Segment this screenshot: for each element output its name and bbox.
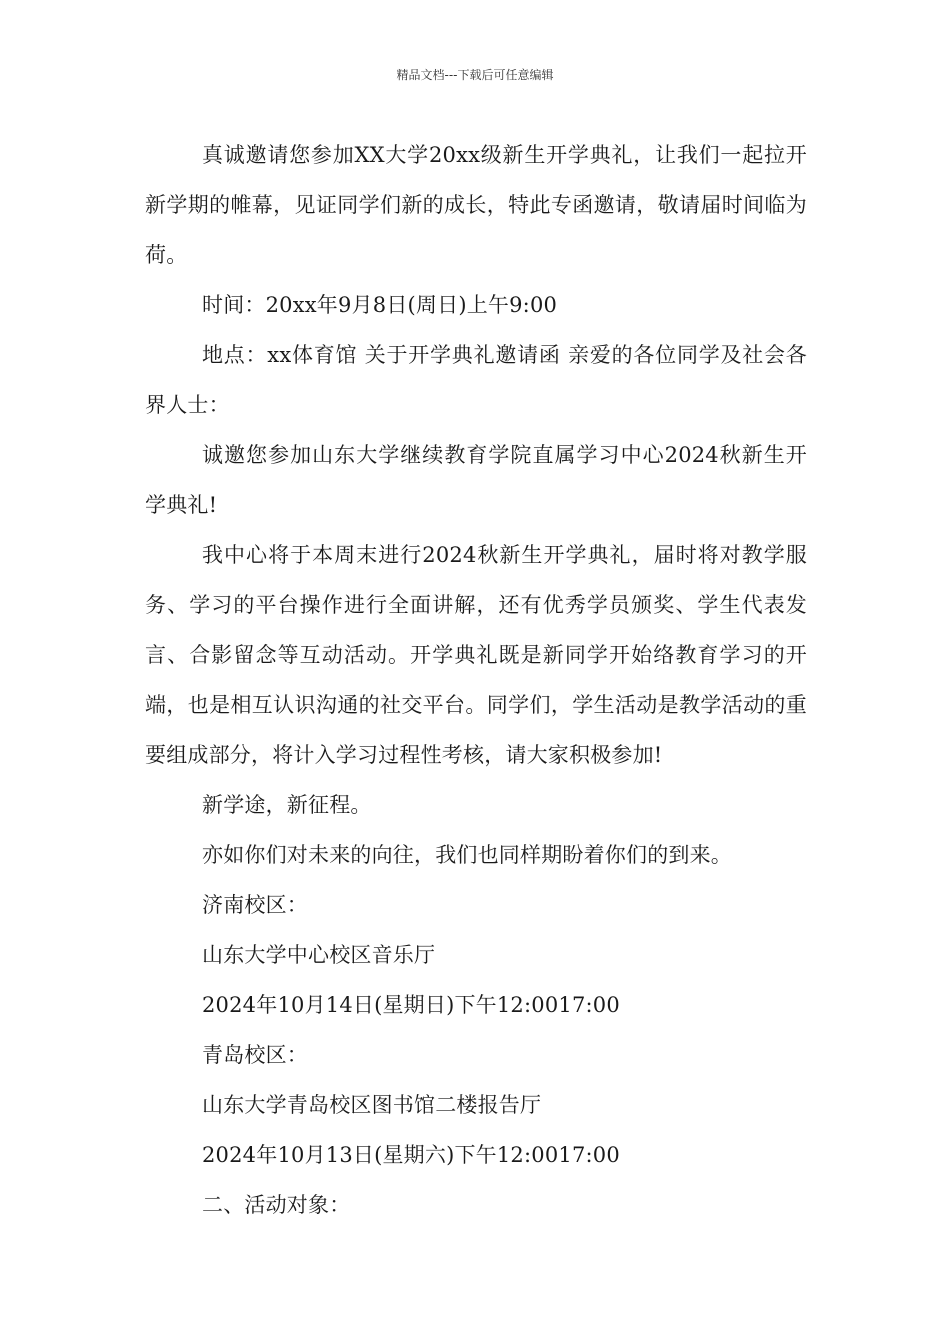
paragraph-expectation: 亦如你们对未来的向往，我们也同样期盼着你们的到来。 xyxy=(202,843,732,867)
section-heading-participants: 二、活动对象： xyxy=(202,1193,351,1217)
paragraph-invitation: 真诚邀请您参加XX大学20xx级新生开学典礼，让我们一起拉开新学期的帷幕，见证同学们新的成长，特此专函邀请，敬请届时间临为荷。 xyxy=(145,143,807,267)
paragraph-time: 时间：20xx年9月8日(周日)上午9:00 xyxy=(202,293,558,317)
paragraph-location: 地点：xx体育馆 关于开学典礼邀请函 亲爱的各位同学及社会各界人士： xyxy=(145,343,807,417)
paragraph-qingdao-venue: 山东大学青岛校区图书馆二楼报告厅 xyxy=(202,1093,542,1117)
paragraph-qingdao-datetime: 2024年10月13日(星期六)下午12:0017:00 xyxy=(202,1143,620,1167)
page-header: 精品文档---下载后可任意编辑 xyxy=(396,68,554,82)
paragraph-jinan-datetime: 2024年10月14日(星期日)下午12:0017:00 xyxy=(202,993,620,1017)
document-body xyxy=(145,130,807,1230)
paragraph-invite-ceremony: 诚邀您参加山东大学继续教育学院直属学习中心2024秋新生开学典礼! xyxy=(145,443,807,517)
paragraph-slogan: 新学途，新征程。 xyxy=(202,793,372,817)
paragraph-qingdao-campus: 青岛校区： xyxy=(202,1043,308,1067)
paragraph-jinan-campus: 济南校区： xyxy=(202,893,308,917)
paragraph-jinan-venue: 山东大学中心校区音乐厅 xyxy=(202,943,436,967)
paragraph-center-details: 我中心将于本周末进行2024秋新生开学典礼，届时将对教学服务、学习的平台操作进行全面讲解，还有优秀学员颁奖、学生代表发言、合影留念等互动活动。开学典礼既是新同学开始络教育学习的开端，也是相互认识沟通的社交平台。同学们，学生活动是教学活动的重要组成部分，将计入学习过程性考核，请大家积极参加! xyxy=(145,543,807,767)
